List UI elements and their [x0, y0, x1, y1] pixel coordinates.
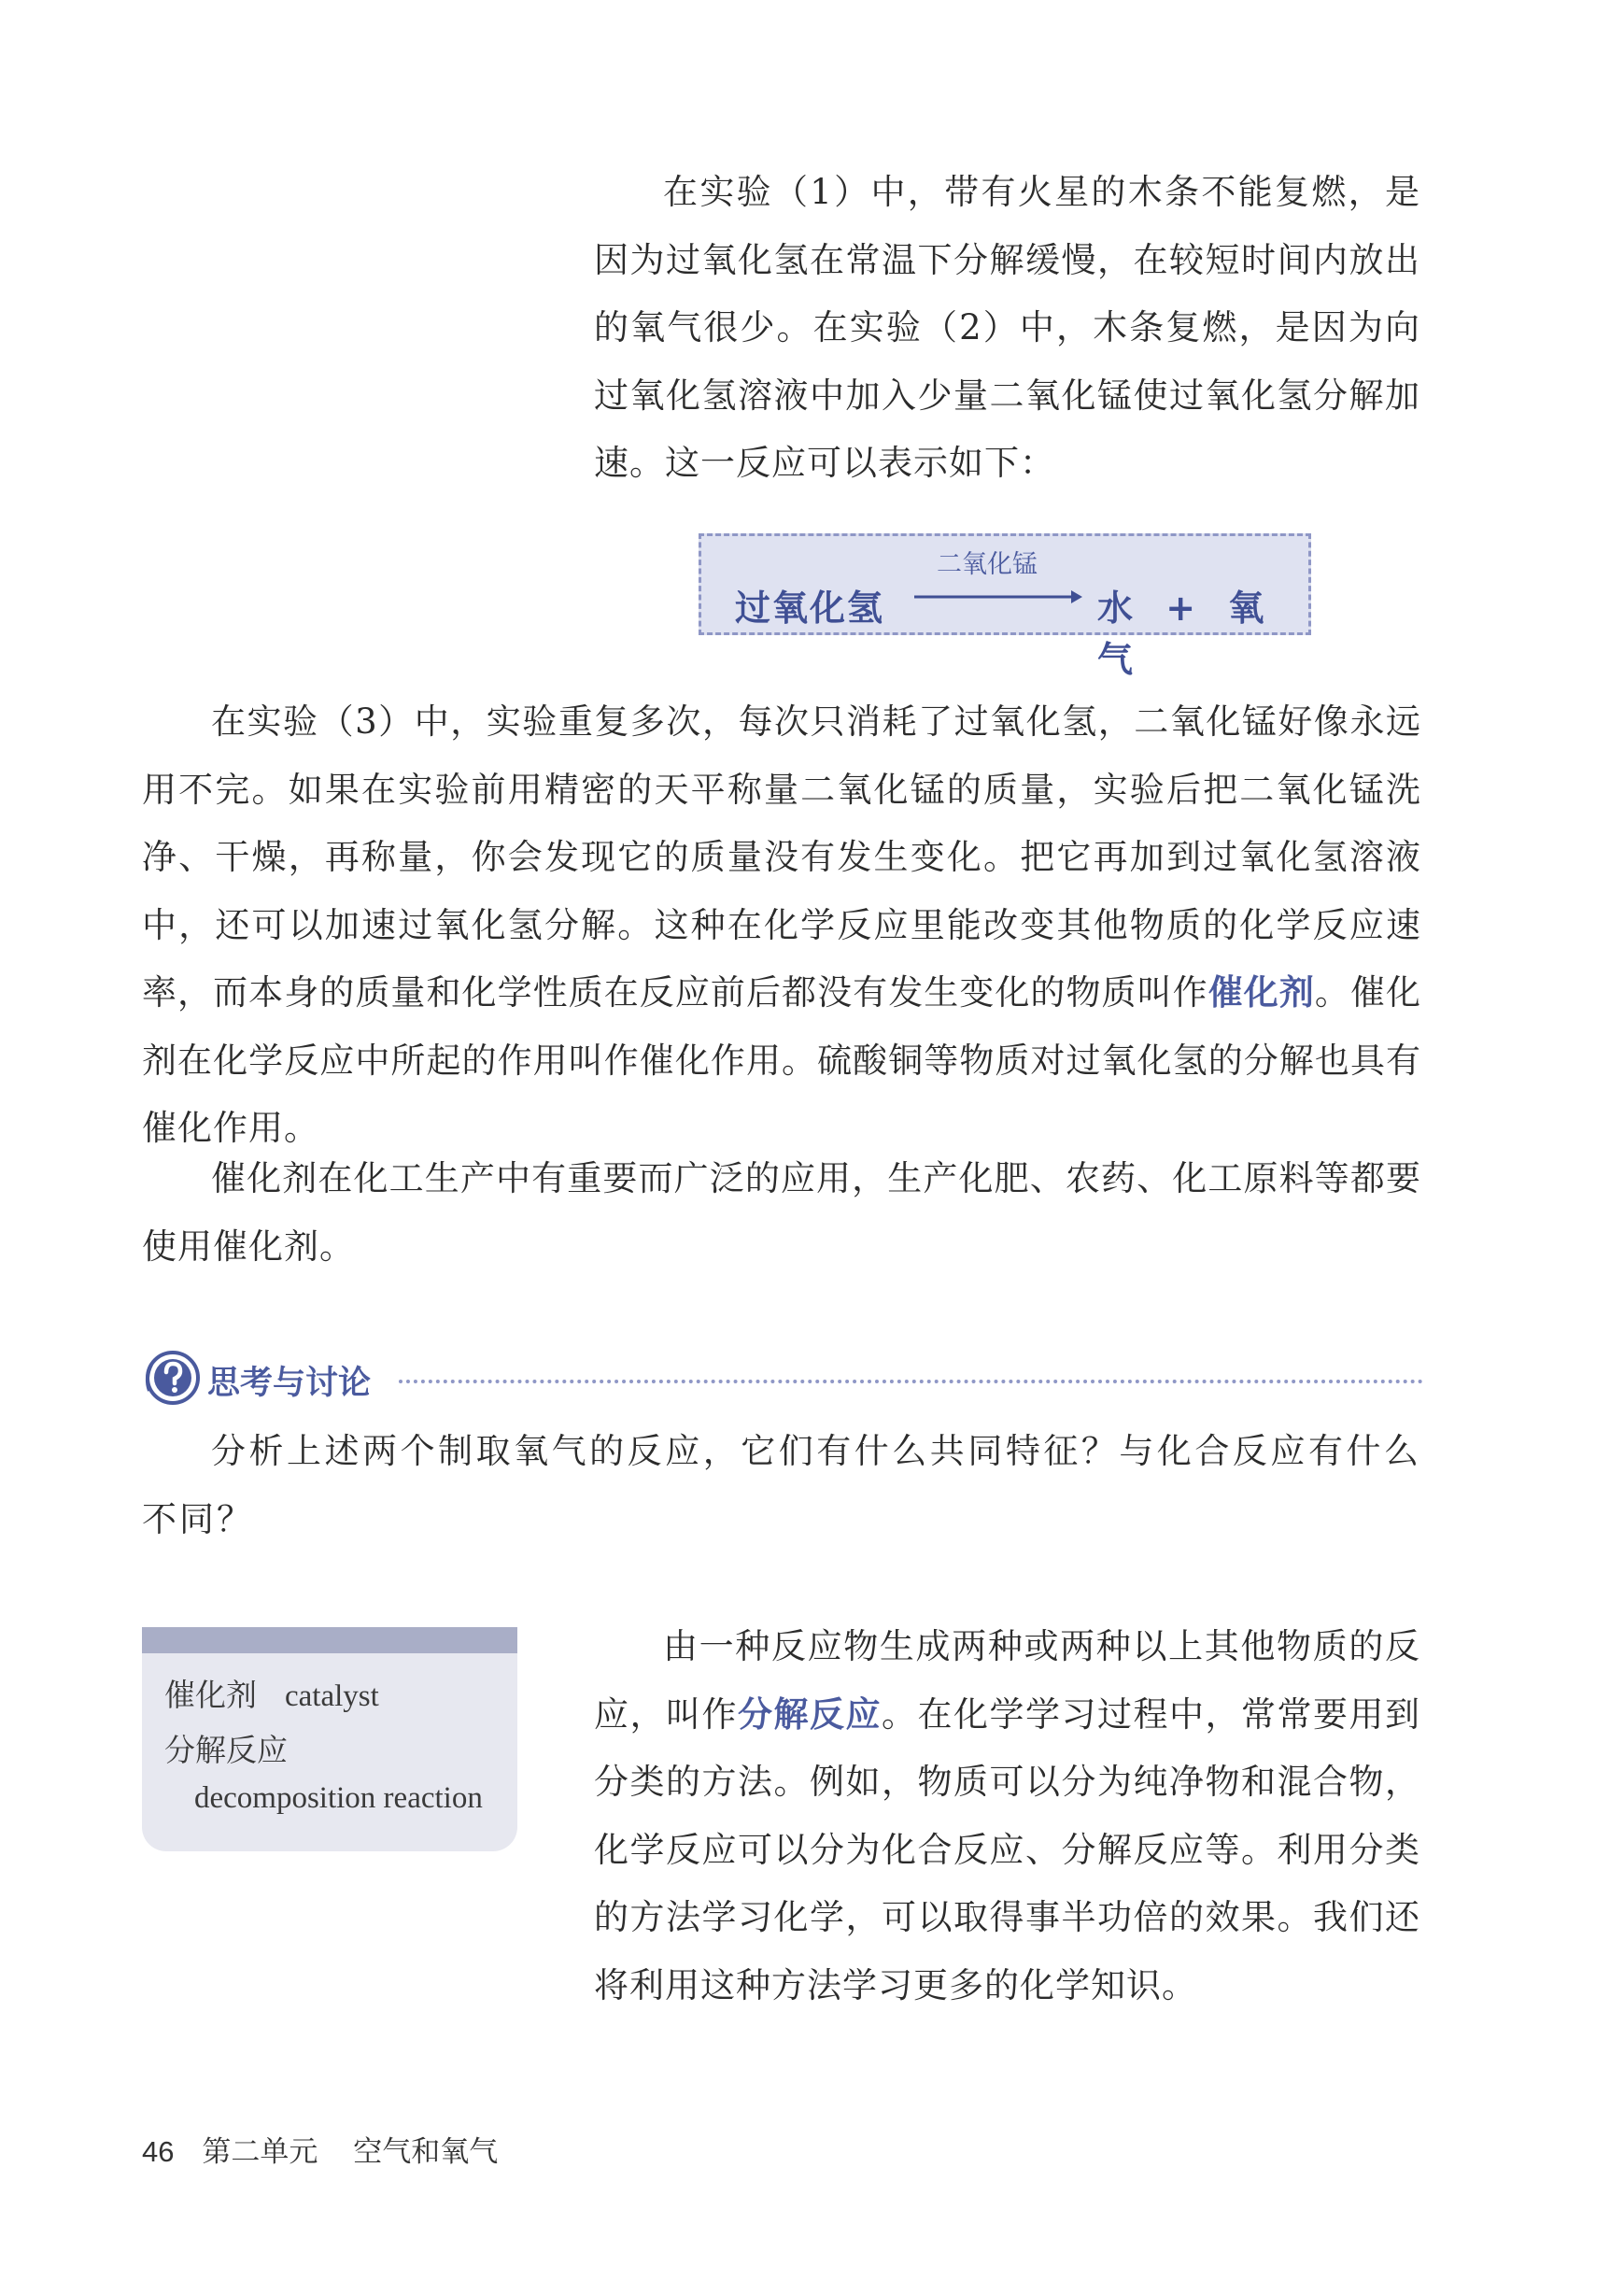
equation-reactant: 过氧化氢	[735, 588, 885, 629]
vocab-term-catalyst	[164, 1671, 379, 1715]
equation-product-oxygen: 氧气	[1097, 588, 1264, 680]
discussion-title: 思考与讨论	[207, 1365, 372, 1402]
equation-plus: +	[1165, 588, 1196, 629]
discussion-header	[142, 1350, 1423, 1406]
paragraph-text: 。催化剂在化学反应中所起的作用叫作催化作用。硫酸铜等物质对过氧化氢的分解也具有催化作用。	[142, 972, 1422, 1148]
vocabulary-box	[142, 1627, 517, 1851]
paragraph-text: 在实验（3）中，实验重复多次，每次只消耗了过氧化氢，二氧化锰好像永远用不完。如果在实验前用精密的天平称量二氧化锰的质量，实验后把二氧化锰洗净、干燥，再称量，你会发现它的质量没有发生变化。把它再加到过氧化氢溶液中，还可以加速过氧化氢分解。这种在化学反应里能改变其他物质的化学反应速率，而本身的质量和化学性质在反应前后都没有发生变化的物质叫作	[142, 701, 1421, 1013]
chapter-title: 空气和氧气	[353, 2135, 499, 2169]
page-number: 46	[142, 2135, 175, 2168]
dotted-divider	[399, 1380, 1423, 1383]
vocab-term-cn: 催化剂	[164, 1677, 257, 1713]
keyword-catalyst: 催化剂	[1207, 972, 1315, 1013]
reaction-equation	[699, 533, 1311, 680]
equation-product-water: 水	[1097, 588, 1134, 629]
question-mark-icon	[142, 1350, 200, 1406]
chapter-label: 第二单元	[202, 2135, 318, 2169]
reaction-arrow-icon	[914, 587, 1082, 607]
equation-products	[1097, 579, 1308, 682]
paragraph-text: 。在化学学习过程中，常常要用到分类的方法。例如，物质可以分为纯净物和混合物，化学反应可以分为化合反应、分解反应等。利用分类的方法学习化学，可以取得事半功倍的效果。我们还将利用这种方法学习更多的化学知识。	[594, 1693, 1420, 2005]
discussion-question: 分析上述两个制取氧气的反应，它们有什么共同特征？与化合反应有什么不同？	[142, 1431, 1421, 1539]
page-footer	[142, 2128, 498, 2170]
vocab-term-decomposition-cn: 分解反应	[164, 1732, 288, 1768]
vocab-term-decomposition-en: decomposition reaction	[194, 1781, 483, 1815]
paragraph-text: 由一种反应物生成两种或两种以上其他物质的反应，叫作	[594, 1626, 1420, 1735]
vocabulary-header-bar	[142, 1627, 517, 1653]
paragraph-catalyst-applications: 催化剂在化工生产中有重要而广泛的应用，生产化肥、农药、化工原料等都要使用催化剂。	[142, 1158, 1421, 1267]
keyword-decomposition-reaction: 分解反应	[738, 1693, 882, 1735]
equation-catalyst: 二氧化锰	[937, 550, 1038, 579]
paragraph-decomposition-reaction	[594, 1613, 1420, 2019]
paragraph-catalyst-definition	[142, 688, 1421, 1163]
vocab-term-en: catalyst	[285, 1679, 379, 1713]
paragraph-experiment-1-2: 在实验（1）中，带有火星的木条不能复燃，是因为过氧化氢在常温下分解缓慢，在较短时间内放出的氧气很少。在实验（2）中，木条复燃，是因为向过氧化氢溶液中加入少量二氧化锰使过氧化氢分解加速。这一反应可以表示如下：	[594, 172, 1420, 483]
